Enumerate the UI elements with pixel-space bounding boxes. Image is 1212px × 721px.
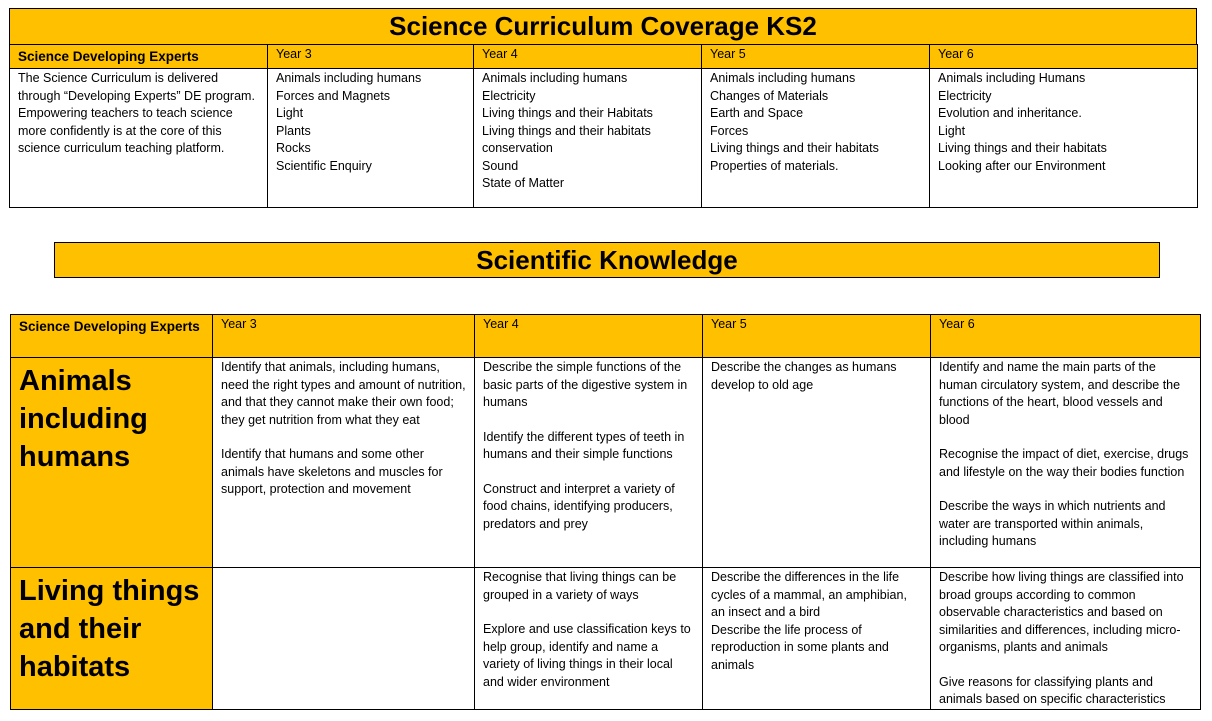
coverage-body-row [10, 69, 1198, 208]
objective-text: Identify that animals, including humans, need the right types and amount of nutrition, and that they cannot make their own food; they get nutrition from what they eat [221, 360, 466, 427]
page-title: Science Curriculum Coverage KS2 [9, 8, 1197, 45]
objective-text: Describe how living things are classified into broad groups according to common observable characteristics and based on similarities and differences, including micro-organisms, plants and animals [939, 570, 1184, 654]
topic-item: Sound [482, 158, 519, 173]
knowledge-header-year4: Year 4 [475, 315, 703, 358]
objective-text: Identify and name the main parts of the human circulatory system, and describe the functions of the heart, blood vessels and blood [939, 360, 1181, 427]
knowledge-header-year5: Year 5 [703, 315, 931, 358]
topic-item: Electricity [938, 88, 992, 103]
topic-item: Looking after our Environment [938, 158, 1106, 173]
knowledge-header-label: Science Developing Experts [11, 315, 213, 358]
coverage-year4-cell [474, 69, 702, 208]
objective-text: Explore and use classification keys to help group, identify and name a variety of living things in their local and wider environment [483, 622, 691, 689]
intro-text: The Science Curriculum is delivered through “Developing Experts” DE program. [18, 71, 255, 103]
objective-text: Describe the life process of reproduction in some plants and animals [711, 622, 889, 672]
topic-item: Forces [710, 123, 749, 138]
topic-item: Plants [276, 123, 311, 138]
living-year5-cell [703, 568, 931, 710]
topic-item: Changes of Materials [710, 88, 829, 103]
objective-text: Recognise the impact of diet, exercise, drugs and lifestyle on the way their bodies function [939, 447, 1189, 479]
topic-item: Forces and Magnets [276, 88, 390, 103]
coverage-header-row [10, 45, 1198, 69]
topic-item: Rocks [276, 141, 311, 155]
coverage-year5-cell [702, 69, 930, 208]
objective-text: Describe the ways in which nutrients and water are transported within animals, including humans [939, 499, 1166, 548]
objective-text: Describe the simple functions of the basic parts of the digestive system in humans [483, 360, 688, 409]
objective-text: Describe the differences in the life cycles of a mammal, an amphibian, an insect and a bird [711, 570, 907, 619]
animals-year4-cell [475, 358, 703, 568]
topic-item: Animals including humans [482, 71, 628, 85]
topic-item: Scientific Enquiry [276, 158, 372, 173]
animals-year6-cell [931, 358, 1201, 568]
coverage-year3-cell [268, 69, 474, 208]
objective-text: Recognise that living things can be grouped in a variety of ways [483, 570, 677, 602]
objective-text: Describe the changes as humans develop to old age [711, 360, 897, 392]
topic-item: Properties of materials. [710, 158, 839, 173]
coverage-header-year3: Year 3 [268, 45, 474, 69]
knowledge-table [10, 314, 1201, 710]
objective-text: Construct and interpret a variety of food chains, identifying producers, predators and prey [483, 481, 675, 531]
objective-text: Identify the different types of teeth in humans and their simple functions [483, 429, 685, 461]
section-title: Scientific Knowledge [54, 242, 1160, 278]
topic-item: Living things and their habitats [938, 141, 1107, 155]
knowledge-row-animals [11, 358, 1201, 568]
topic-item: Living things and their habitats conservation [482, 123, 651, 155]
coverage-table [9, 44, 1198, 208]
category-label: Animals including humans [11, 358, 213, 568]
living-year6-cell [931, 568, 1201, 710]
knowledge-header-row [11, 315, 1201, 358]
coverage-year6-cell [930, 69, 1198, 208]
topic-item: Animals including humans [276, 71, 422, 85]
intro-text: Empowering teachers to teach science more confidently is at the core of this science curriculum teaching platform. [18, 106, 233, 155]
coverage-header-label: Science Developing Experts [10, 45, 268, 69]
living-year3-cell [213, 568, 475, 710]
coverage-header-year6: Year 6 [930, 45, 1198, 69]
coverage-header-year4: Year 4 [474, 45, 702, 69]
objective-text: Give reasons for classifying plants and animals based on specific characteristics [939, 674, 1166, 706]
topic-item: Animals including humans [710, 71, 856, 85]
objective-text: Identify that humans and some other animals have skeletons and muscles for support, protection and movement [221, 447, 443, 496]
animals-year3-cell [213, 358, 475, 568]
knowledge-header-year3: Year 3 [213, 315, 475, 358]
category-label: Living things and their habitats [11, 568, 213, 710]
topic-item: Light [938, 123, 966, 138]
knowledge-header-year6: Year 6 [931, 315, 1201, 358]
topic-item: Evolution and inheritance. [938, 106, 1082, 120]
topic-item: Living things and their Habitats [482, 106, 653, 120]
topic-item: State of Matter [482, 176, 564, 190]
living-year4-cell [475, 568, 703, 710]
topic-item: Animals including Humans [938, 71, 1086, 85]
animals-year5-cell [703, 358, 931, 568]
knowledge-row-living-things [11, 568, 1201, 710]
coverage-intro-cell [10, 69, 268, 208]
coverage-header-year5: Year 5 [702, 45, 930, 69]
topic-item: Earth and Space [710, 106, 804, 120]
topic-item: Light [276, 106, 304, 120]
topic-item: Living things and their habitats [710, 141, 879, 155]
topic-item: Electricity [482, 88, 536, 103]
